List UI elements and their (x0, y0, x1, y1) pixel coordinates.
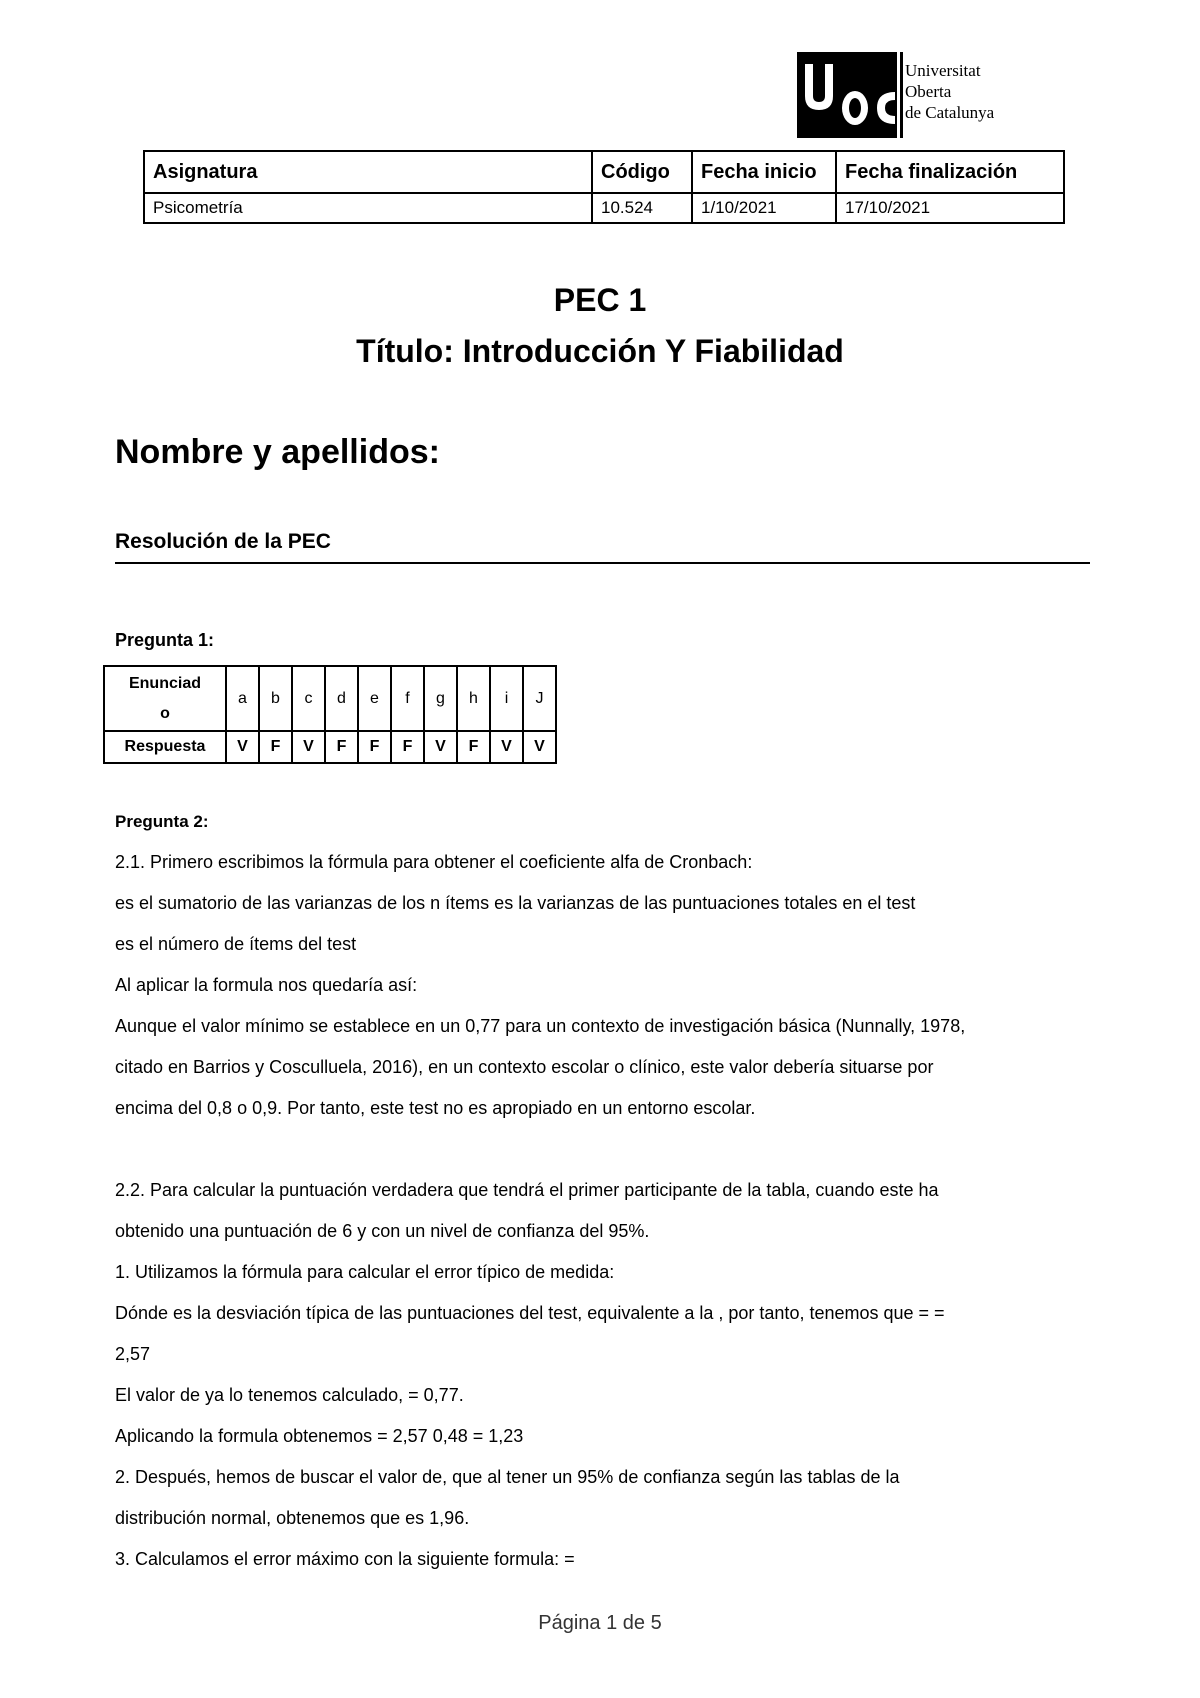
answer-cell: V (523, 731, 556, 763)
body-line: Aunque el valor mínimo se establece en un 0,77 para un contexto de investigación básica (Nunnally, 1978, (115, 1016, 966, 1036)
body-line: 2.2. Para calcular la puntuación verdadera que tendrá el primer participante de la tabla, cuando este ha (115, 1180, 939, 1200)
body-line: Dónde es la desviación típica de las puntuaciones del test, equivalente a la , por tanto, tenemos que = = (115, 1303, 945, 1323)
question-1-label: Pregunta 1: (115, 630, 215, 650)
enunciado-label-part-2: o (160, 704, 170, 722)
value-fecha-finalizacion: 17/10/2021 (836, 193, 1064, 223)
letter-cell: a (226, 666, 259, 731)
letter-cell: e (358, 666, 391, 731)
answer-cell: V (424, 731, 457, 763)
body-line: es el sumatorio de las varianzas de los n ítems es la varianzas de las puntuaciones totales en el test (115, 893, 916, 913)
body-line: es el número de ítems del test (115, 934, 357, 954)
value-fecha-inicio: 1/10/2021 (692, 193, 836, 223)
letter-cell: J (523, 666, 556, 731)
body-line: encima del 0,8 o 0,9. Por tanto, este test no es apropiado en un entorno escolar. (115, 1098, 756, 1118)
body-line: citado en Barrios y Cosculluela, 2016), en un contexto escolar o clínico, este valor debería situarse por (115, 1057, 934, 1077)
enunciado-label-part-1: Enunciad (128, 674, 201, 692)
uoc-logo (797, 52, 1015, 138)
uoc-logo-icon (797, 52, 907, 138)
document-title: PEC 1 (553, 282, 647, 318)
course-info-header-row (144, 151, 1064, 193)
logo-line-3: de Catalunya (905, 103, 995, 122)
body-line: obtenido una puntuación de 6 y con un nivel de confianza del 95%. (115, 1221, 650, 1241)
page-footer: Página 1 de 5 (538, 1612, 662, 1634)
course-info-table (143, 150, 1065, 224)
header-fecha-inicio: Fecha inicio (692, 151, 836, 193)
answer-cell: F (259, 731, 292, 763)
answers-table (103, 665, 557, 764)
question-2-label: Pregunta 2: (115, 812, 209, 831)
letter-cell: g (424, 666, 457, 731)
header-codigo: Código (592, 151, 692, 193)
answer-cell: F (457, 731, 490, 763)
body-line: distribución normal, obtenemos que es 1,96. (115, 1508, 470, 1528)
course-info-value-row (144, 193, 1064, 223)
body-line: Aplicando la formula obtenemos = 2,57 0,48 = 1,23 (115, 1426, 524, 1446)
section-heading: Resolución de la PEC (115, 530, 1090, 564)
logo-line-2: Oberta (905, 82, 952, 101)
letter-cell: h (457, 666, 490, 731)
document-subtitle: Título: Introducción Y Fiabilidad (356, 333, 844, 369)
header-asignatura: Asignatura (144, 151, 592, 193)
letter-cell: d (325, 666, 358, 731)
respuesta-label: Respuesta (104, 731, 226, 763)
letter-cell: i (490, 666, 523, 731)
value-codigo: 10.524 (592, 193, 692, 223)
answer-cell: F (325, 731, 358, 763)
letter-cell: f (391, 666, 424, 731)
answer-cell: V (292, 731, 325, 763)
letter-cell: b (259, 666, 292, 731)
body-line: 2. Después, hemos de buscar el valor de, que al tener un 95% de confianza según las tablas de la (115, 1467, 900, 1487)
logo-wordmark (905, 60, 994, 123)
body-line: El valor de ya lo tenemos calculado, = 0,77. (115, 1385, 464, 1405)
logo-line-1: Universitat (905, 61, 981, 80)
name-label: Nombre y apellidos: (115, 433, 440, 471)
body-line: 3. Calculamos el error máximo con la siguiente formula: = (115, 1549, 575, 1569)
body-line: Al aplicar la formula nos quedaría así: (115, 975, 418, 995)
answers-letter-row (104, 666, 556, 731)
answers-response-row (104, 731, 556, 763)
body-line: 1. Utilizamos la fórmula para calcular el error típico de medida: (115, 1262, 615, 1282)
answer-cell: F (391, 731, 424, 763)
value-asignatura: Psicometría (144, 193, 592, 223)
enunciado-label (104, 666, 226, 731)
answer-cell: V (490, 731, 523, 763)
body-line: 2,57 (115, 1344, 151, 1364)
body-line: 2.1. Primero escribimos la fórmula para obtener el coeficiente alfa de Cronbach: (115, 852, 753, 872)
header-fecha-finalizacion: Fecha finalización (836, 151, 1064, 193)
letter-cell: c (292, 666, 325, 731)
answer-cell: F (358, 731, 391, 763)
answer-cell: V (226, 731, 259, 763)
